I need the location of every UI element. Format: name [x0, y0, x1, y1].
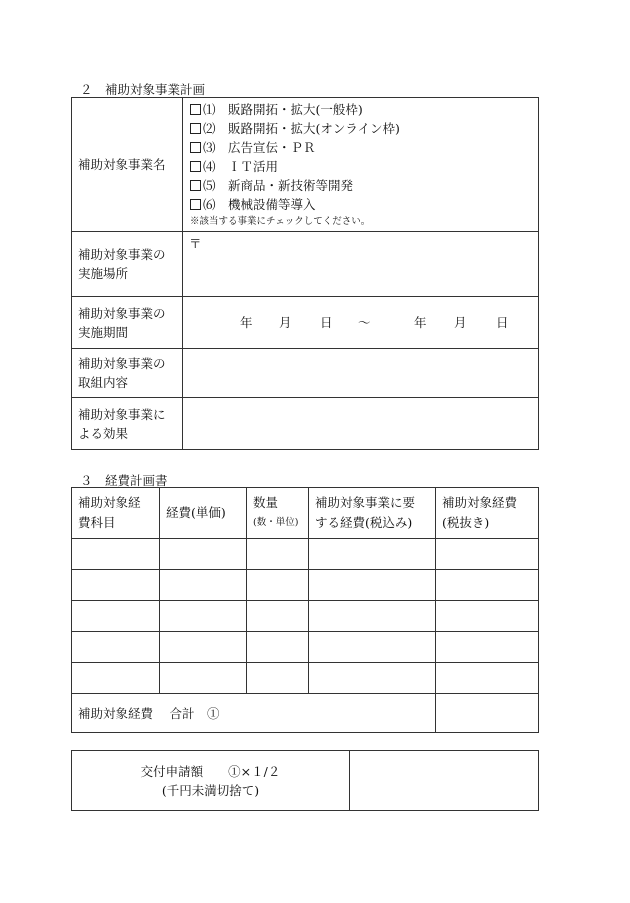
period-tilde: ～	[358, 315, 371, 330]
cell[interactable]	[247, 663, 309, 694]
table-row	[72, 570, 539, 601]
cell[interactable]	[436, 570, 539, 601]
start-month: 月	[279, 315, 292, 330]
cell[interactable]	[436, 632, 539, 663]
end-day: 日	[496, 315, 509, 330]
cell[interactable]	[247, 570, 309, 601]
header-subsidy-expense: 補助対象経費 (税抜き)	[436, 488, 539, 539]
table-row	[72, 632, 539, 663]
option-6[interactable]: ⑹ 機械設備等導入	[190, 195, 538, 214]
section3-title: ３ 経費計画書	[80, 473, 168, 488]
table-row	[72, 601, 539, 632]
cell[interactable]	[72, 663, 160, 694]
table-row	[72, 663, 539, 694]
option-5[interactable]: ⑸ 新商品・新技術等開発	[190, 176, 538, 195]
period-label: 補助対象事業の 実施期間	[72, 297, 183, 349]
section2-title: ２ 補助対象事業計画	[80, 82, 206, 97]
cell[interactable]	[72, 539, 160, 570]
end-year: 年	[414, 315, 427, 330]
cell[interactable]	[72, 570, 160, 601]
checkbox-6[interactable]	[190, 199, 201, 210]
option-1[interactable]: ⑴ 販路開拓・拡大(一般枠)	[190, 100, 538, 119]
cell[interactable]	[436, 539, 539, 570]
check-note: ※該当する事業にチェックしてください。	[190, 215, 371, 227]
cell[interactable]	[309, 601, 436, 632]
cell[interactable]	[309, 570, 436, 601]
option-4[interactable]: ⑷ ＩＴ活用	[190, 157, 538, 176]
checkbox-5[interactable]	[190, 180, 201, 191]
cell[interactable]	[309, 539, 436, 570]
project-plan-table	[71, 97, 539, 450]
total-label: 補助対象経費 合計 ①	[72, 694, 436, 733]
effect-cell[interactable]	[183, 398, 539, 450]
checkbox-1[interactable]	[190, 104, 201, 115]
cell[interactable]	[160, 663, 247, 694]
location-label: 補助対象事業の 実施場所	[72, 232, 183, 297]
effect-label: 補助対象事業に よる効果	[72, 398, 183, 450]
application-amount-table	[71, 750, 539, 811]
business-name-label: 補助対象事業名	[72, 98, 183, 232]
postal-mark: 〒	[189, 236, 202, 251]
business-name-cell	[183, 98, 539, 232]
cell[interactable]	[72, 632, 160, 663]
application-label: 交付申請額 ①×１/２ (千円未満切捨て)	[72, 751, 350, 811]
checkbox-4[interactable]	[190, 161, 201, 172]
content-cell[interactable]	[183, 349, 539, 398]
cell[interactable]	[160, 570, 247, 601]
application-value[interactable]	[350, 751, 539, 811]
header-quantity: 数量 (数・単位)	[247, 488, 309, 539]
cell[interactable]	[247, 539, 309, 570]
cell[interactable]	[436, 663, 539, 694]
cell[interactable]	[247, 601, 309, 632]
start-year: 年	[240, 315, 253, 330]
table-row	[72, 539, 539, 570]
header-required-expense: 補助対象事業に要 する経費(税込み)	[309, 488, 436, 539]
cell[interactable]	[160, 632, 247, 663]
total-value[interactable]	[436, 694, 539, 733]
cell[interactable]	[72, 601, 160, 632]
cell[interactable]	[309, 663, 436, 694]
period-cell[interactable]	[183, 297, 539, 349]
end-month: 月	[454, 315, 467, 330]
start-day: 日	[320, 315, 333, 330]
option-2[interactable]: ⑵ 販路開拓・拡大(オンライン枠)	[190, 119, 538, 138]
header-category: 補助対象経 費科目	[72, 488, 160, 539]
location-cell[interactable]	[183, 232, 539, 297]
cell[interactable]	[436, 601, 539, 632]
content-label: 補助対象事業の 取組内容	[72, 349, 183, 398]
cell[interactable]	[160, 539, 247, 570]
header-unit-price: 経費(単価)	[160, 488, 247, 539]
option-3[interactable]: ⑶ 広告宣伝・ＰＲ	[190, 138, 538, 157]
cell[interactable]	[309, 632, 436, 663]
checkbox-2[interactable]	[190, 123, 201, 134]
cell[interactable]	[160, 601, 247, 632]
checkbox-3[interactable]	[190, 142, 201, 153]
expense-plan-table	[71, 487, 539, 733]
cell[interactable]	[247, 632, 309, 663]
